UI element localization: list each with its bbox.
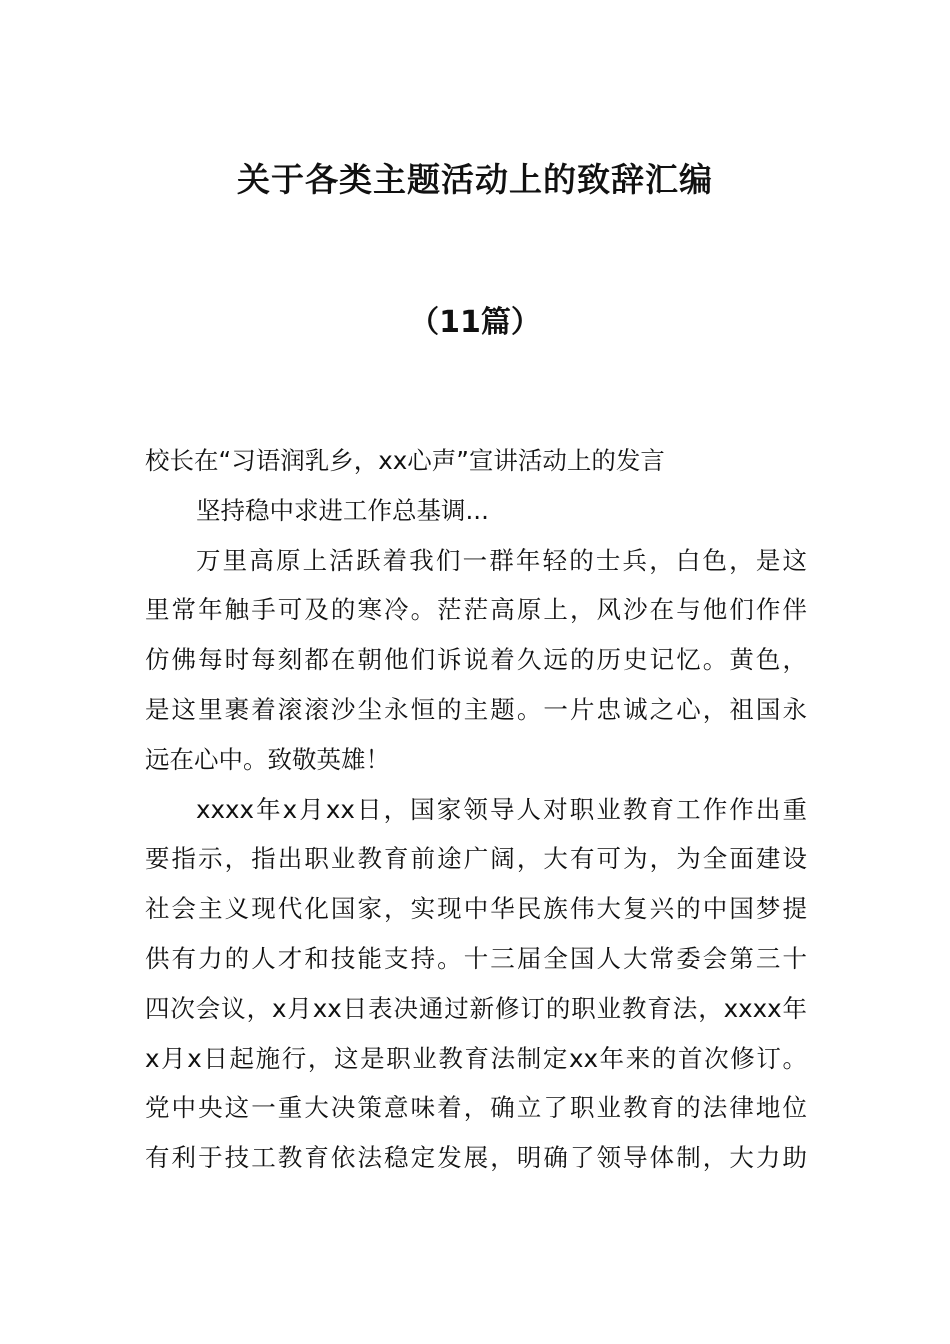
paragraph-line: 有利于技工教育依法稳定发展，明确了领导体制，大力助 bbox=[145, 1143, 807, 1173]
paragraph-line: xxxx年x月xx日，国家领导人对职业教育工作作出重 bbox=[196, 794, 807, 824]
paragraph-line: 里常年触手可及的寒冷。茫茫高原上，风沙在与他们作伴 bbox=[145, 595, 807, 625]
document-title: 关于各类主题活动上的致辞汇编 bbox=[237, 160, 713, 199]
paragraph-line: 万里高原上活跃着我们一群年轻的士兵，白色，是这 bbox=[196, 545, 807, 575]
paragraph-line: 仿佛每时每刻都在朝他们诉说着久远的历史记忆。黄色， bbox=[145, 645, 807, 675]
section-heading: 校长在“习语润乳乡，xx心声”宣讲活动上的发言 bbox=[145, 446, 665, 475]
paragraph-line: 坚持稳中求进工作总基调... bbox=[196, 495, 489, 525]
document-subtitle: （11篇） bbox=[409, 305, 541, 340]
paragraph-line: 党中央这一重大决策意味着，确立了职业教育的法律地位 bbox=[145, 1093, 807, 1123]
paragraph-line: x月x日起施行，这是职业教育法制定xx年来的首次修订。 bbox=[145, 1043, 807, 1073]
paragraph-line: 远在心中。致敬英雄！ bbox=[145, 744, 390, 774]
paragraph-line: 供有力的人才和技能支持。十三届全国人大常委会第三十 bbox=[145, 943, 807, 973]
paragraph-line: 社会主义现代化国家，实现中华民族伟大复兴的中国梦提 bbox=[145, 894, 807, 924]
paragraph-line: 是这里裹着滚滚沙尘永恒的主题。一片忠诚之心，祖国永 bbox=[145, 694, 807, 724]
document-body bbox=[145, 436, 807, 1183]
paragraph-line: 要指示，指出职业教育前途广阔，大有可为，为全面建设 bbox=[145, 844, 807, 874]
paragraph-line: 四次会议，x月xx日表决通过新修订的职业教育法，xxxx年 bbox=[145, 993, 807, 1023]
